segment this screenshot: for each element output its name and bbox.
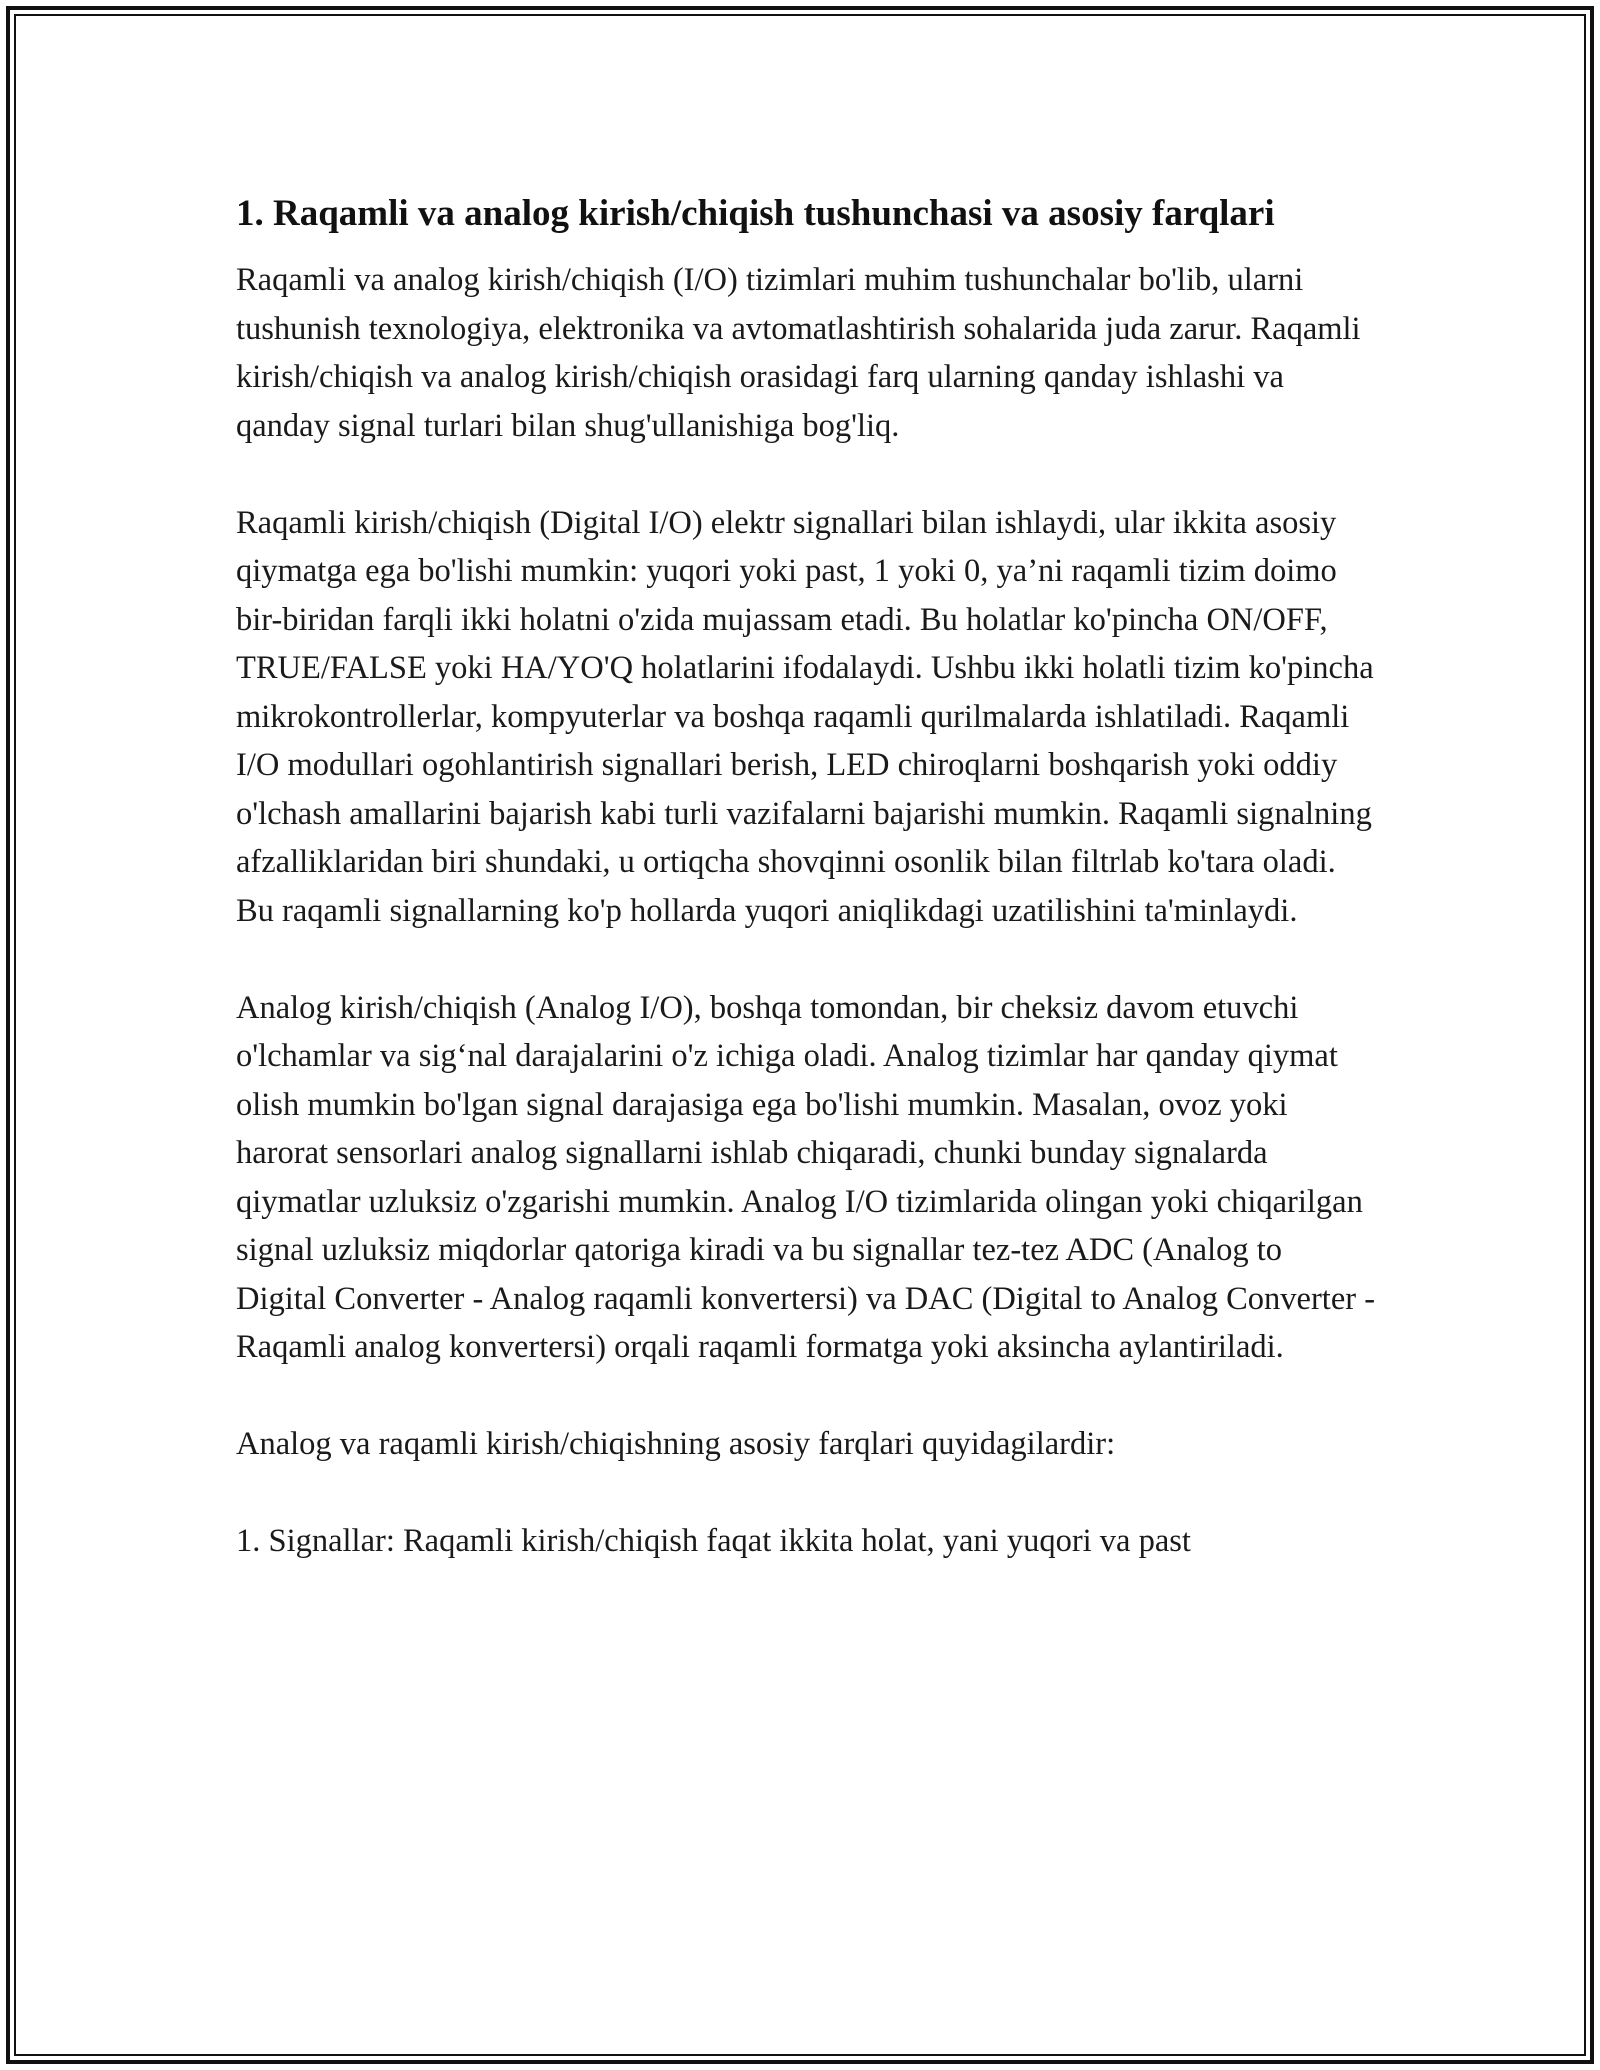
paragraph-intro: Raqamli va analog kirish/chiqish (I/O) tizimlari muhim tushunchalar bo'lib, ularni tushunish texnologiya, elektronika va avtomatlashtirish sohalarida juda zarur. Raqamli kirish/chiqish va analog kirish/chiqish orasidagi farq ularning qanday ishlashi va qanday signal turlari bilan shug'ullanishiga bog'liq. <box>236 262 1361 444</box>
document-body <box>236 186 1376 1566</box>
paragraph-digital-io: Raqamli kirish/chiqish (Digital I/O) elektr signallari bilan ishlaydi, ular ikkita asosiy qiymatga ega bo'lishi mumkin: yuqori yoki past, 1 yoki 0, ya’ni raqamli tizim doimo bir-biridan farqli ikki holatni o'zida mujassam etadi. Bu holatlar ko'pincha ON/OFF, TRUE/FALSE yoki HA/YO'Q holatlarini ifodalaydi. Ushbu ikki holatli tizim ko'pincha mikrokontrollerlar, kompyuterlar va boshqa raqamli qurilmalarda ishlatiladi. Raqamli I/O modullari ogohlantirish signallari berish, LED chiroqlarni boshqarish yoki oddiy o'lchash amallarini bajarish kabi turli vazifalarni bajarishi mumkin. Raqamli signalning afzalliklaridan biri shundaki, u ortiqcha shovqinni osonlik bilan filtrlab ko'tara oladi. Bu raqamli signallarning ko'p hollarda yuqori aniqlikdagi uzatilishini ta'minlaydi. <box>236 504 1374 929</box>
list-item-signals: 1. Signallar: Raqamli kirish/chiqish faqat ikkita holat, yani yuqori va past <box>236 1523 1191 1559</box>
section-heading: 1. Raqamli va analog kirish/chiqish tushunchasi va asosiy farqlari <box>236 193 1275 234</box>
paragraph-analog-io: Analog kirish/chiqish (Analog I/O), boshqa tomondan, bir cheksiz davom etuvchi o'lchamlar va sig‘nal darajalarini o'z ichiga oladi. Analog tizimlar har qanday qiymat olish mumkin bo'lgan signal darajasiga ega bo'lishi mumkin. Masalan, ovoz yoki harorat sensorlari analog signallarni ishlab chiqaradi, chunki bunday signalarda qiymatlar uzluksiz o'zgarishi mumkin. Analog I/O tizimlarida olingan yoki chiqarilgan signal uzluksiz miqdorlar qatoriga kiradi va bu signallar tez-tez ADC (Analog to Digital Converter - Analog raqamli konvertersi) va DAC (Digital to Analog Converter - Raqamli analog konvertersi) orqali raqamli formatga yoki aksincha aylantiriladi. <box>236 989 1376 1365</box>
paragraph-differences-intro: Analog va raqamli kirish/chiqishning asosiy farqlari quyidagilardir: <box>236 1426 1116 1462</box>
